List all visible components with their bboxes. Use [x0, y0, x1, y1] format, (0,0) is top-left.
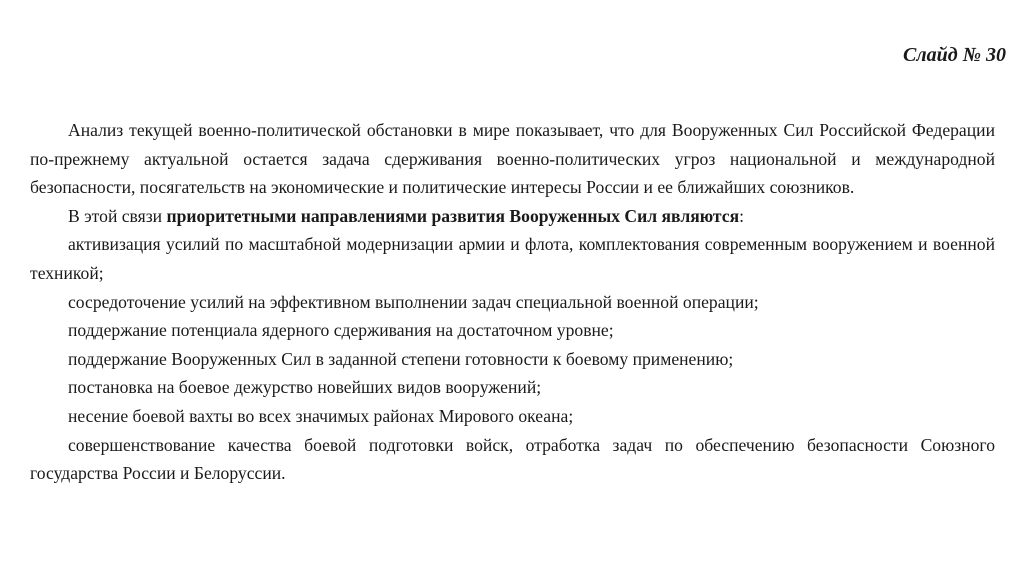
intro-paragraph: Анализ текущей военно-политической обстановки в мире показывает, что для Вооруженных Сил Российской Федерации по-прежнему актуальной остается задача сдерживания военно-политических угроз национальной и международной безопасности, посягательств на экономические и политические интересы России и ее ближайших союзников. — [30, 120, 995, 198]
priorities-heading — [30, 202, 995, 231]
slide-number: Слайд № 30 — [903, 44, 1006, 66]
list-item: сосредоточение усилий на эффективном выполнении задач специальной военной операции; — [68, 291, 759, 312]
list-item: совершенствование качества боевой подготовки войск, отработка задач по обеспечению безопасности Союзного государства России и Белоруссии. — [30, 434, 995, 484]
list-item: поддержание Вооруженных Сил в заданной степени готовности к боевому применению; — [68, 348, 734, 369]
slide-content — [30, 116, 995, 488]
list-item: несение боевой вахты во всех значимых районах Мирового океана; — [68, 405, 574, 426]
priorities-bold-phrase: приоритетными направлениями развития Вооруженных Сил являются — [166, 205, 740, 226]
list-item: активизация усилий по масштабной модернизации армии и флота, комплектования современным вооружением и военной техникой; — [30, 234, 995, 283]
list-item: постановка на боевое дежурство новейших видов вооружений; — [68, 377, 542, 398]
priorities-suffix: : — [739, 205, 744, 226]
priorities-prefix: В этой связи — [68, 205, 167, 226]
list-item: поддержание потенциала ядерного сдерживания на достаточном уровне; — [68, 320, 614, 341]
